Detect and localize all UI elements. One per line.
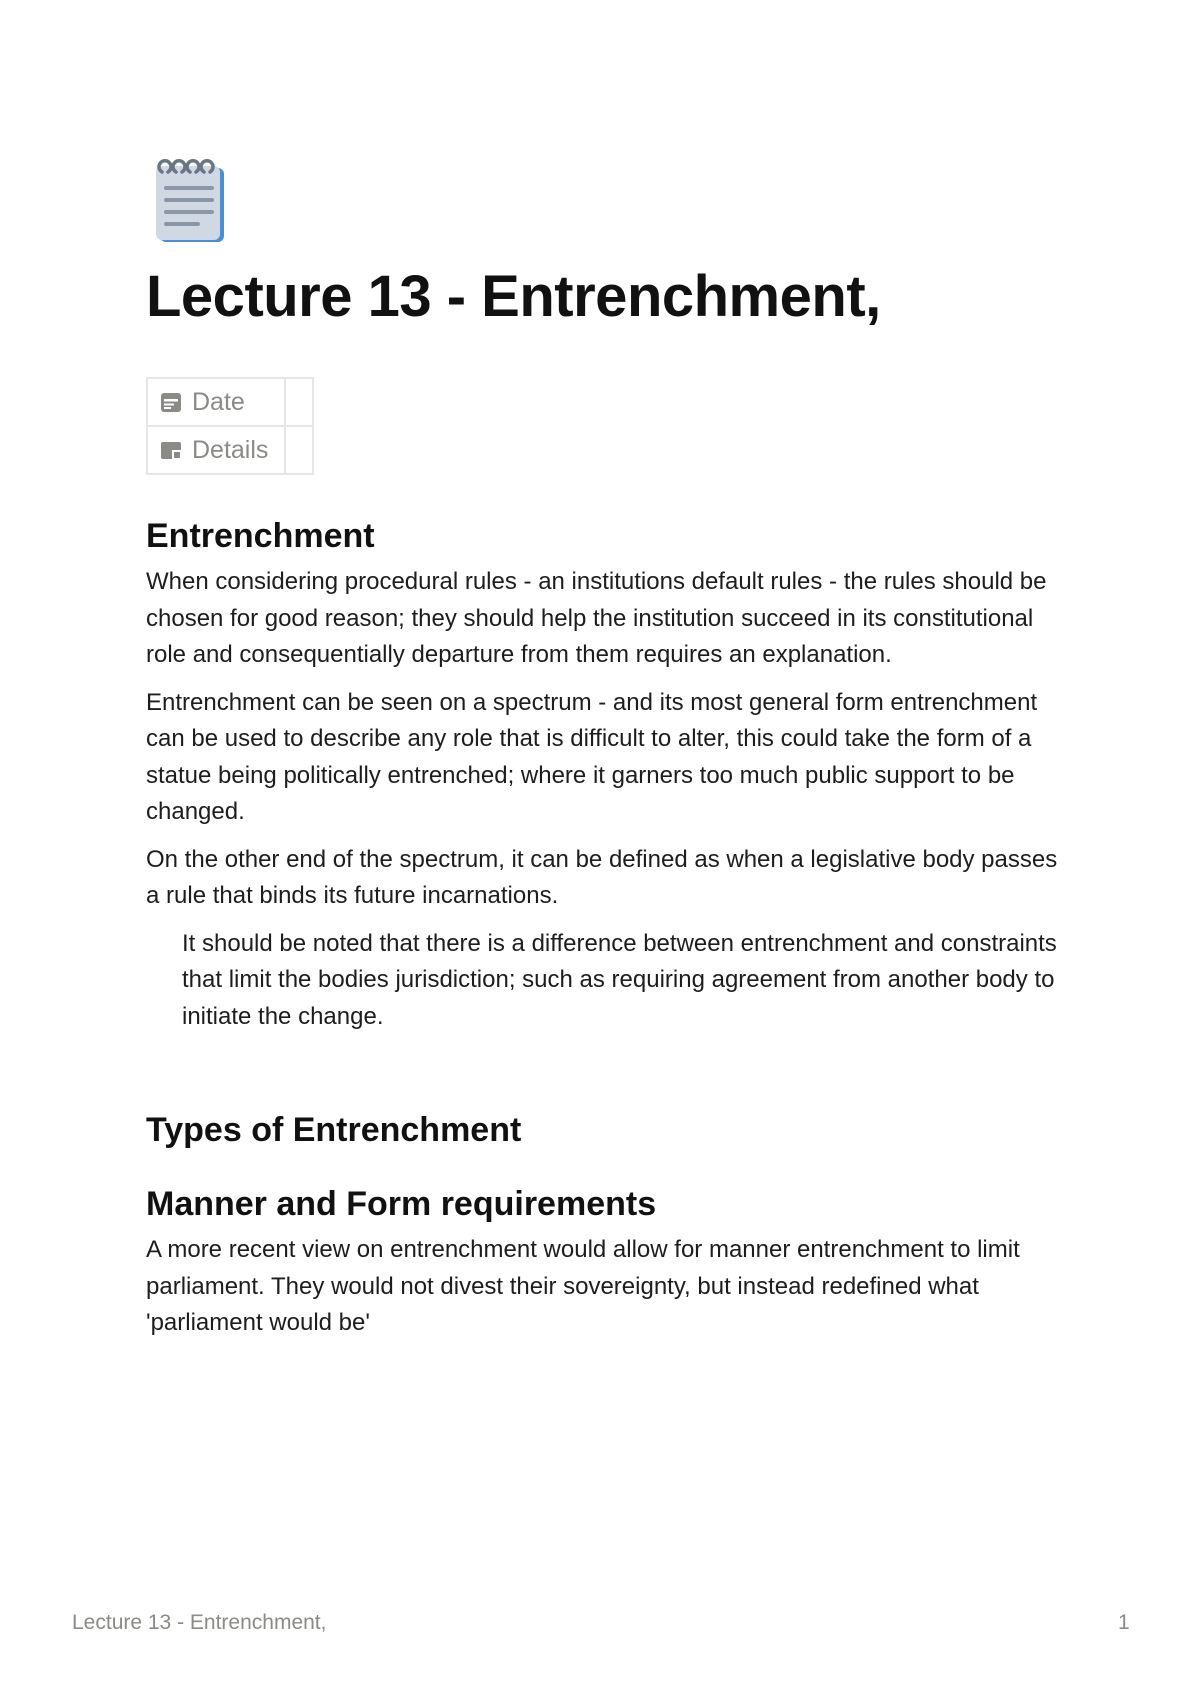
page-content	[146, 512, 1066, 1342]
properties-table	[146, 377, 314, 475]
footer-title: Lecture 13 - Entrenchment,	[72, 1611, 327, 1634]
paragraph-manner-entrenchment: A more recent view on entrenchment would allow for manner entrenchment to limit parliament. They would not divest their sovereignty, but instead redefined what 'parliament would be'	[146, 1236, 1020, 1336]
heading-entrenchment: Entrenchment	[146, 517, 375, 555]
heading-manner-and-form: Manner and Form requirements	[146, 1185, 657, 1223]
property-row-date[interactable]	[147, 378, 313, 426]
property-row-details[interactable]	[147, 426, 313, 474]
notepad-icon	[154, 158, 228, 244]
paragraph-procedural-rules: When considering procedural rules - an institutions default rules - the rules should be chosen for good reason; they should help the institution succeed in its constitutional role and consequentially departure from them requires an explanation.	[146, 568, 1047, 668]
text-lines-icon	[160, 439, 182, 461]
property-value-details[interactable]	[285, 426, 313, 474]
property-label-date: Date	[192, 387, 245, 416]
calendar-icon	[160, 391, 182, 413]
heading-types-of-entrenchment: Types of Entrenchment	[146, 1111, 522, 1149]
paragraph-spectrum: Entrenchment can be seen on a spectrum - and its most general form entrenchment can be used to describe any role that is difficult to alter, this could take the form of a statue being politically entrenched; where it garners too much public support to be changed.	[146, 688, 1038, 825]
property-value-date[interactable]	[285, 378, 313, 426]
indented-note: It should be noted that there is a difference between entrenchment and constraints that limit the bodies jurisdiction; such as requiring agreement from another body to initiate the change.	[182, 929, 1057, 1030]
footer-page-number: 1	[1118, 1611, 1130, 1634]
property-label-details: Details	[192, 435, 269, 464]
paragraph-other-end: On the other end of the spectrum, it can be defined as when a legislative body passes a rule that binds its future incarnations.	[146, 845, 1058, 909]
spacer	[146, 1035, 1066, 1095]
page-title: Lecture 13 - Entrenchment,	[146, 264, 881, 329]
